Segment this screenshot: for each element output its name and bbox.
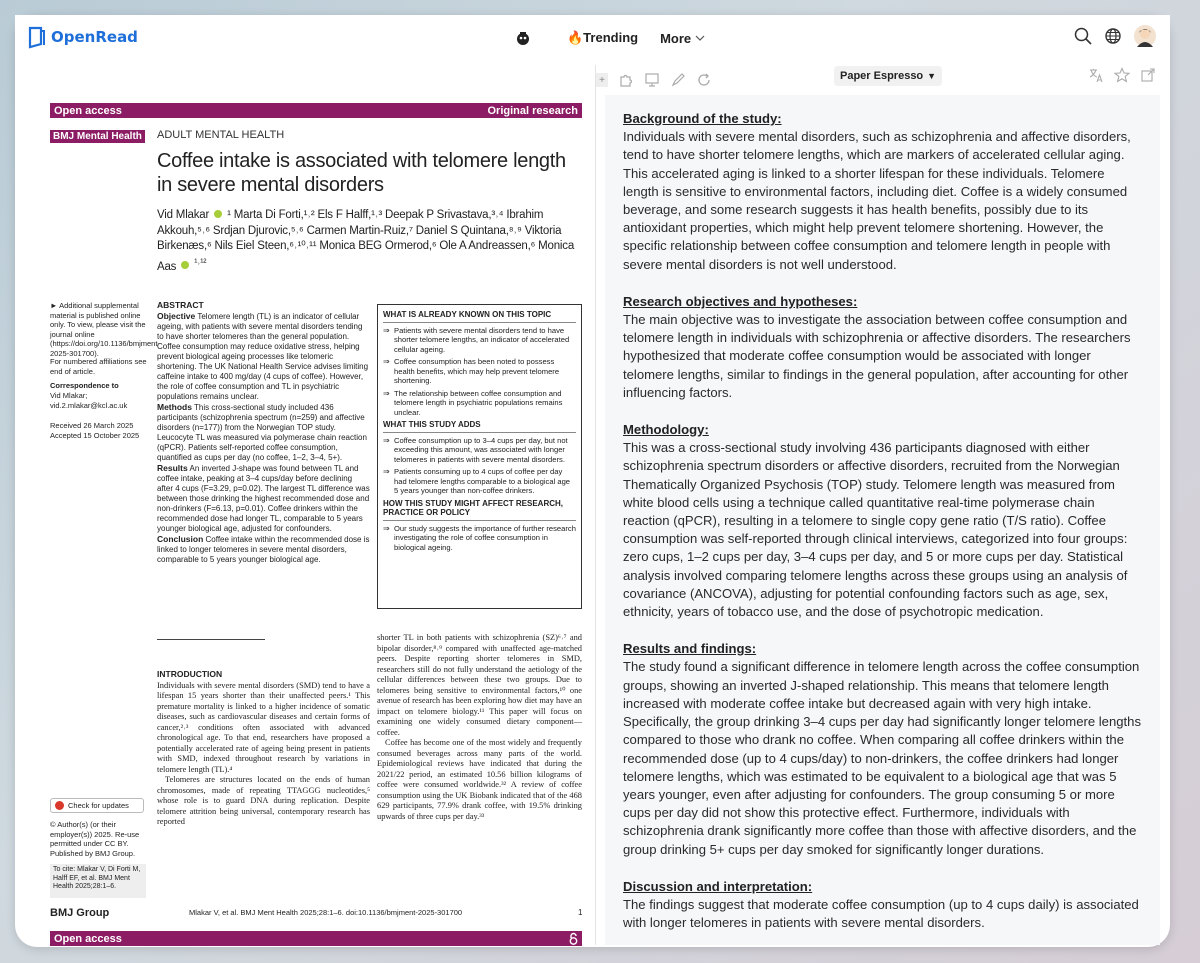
slides-icon[interactable] <box>644 72 660 88</box>
open-access-label: Open access <box>54 932 122 945</box>
summary-heading: Methodology: <box>623 422 709 438</box>
chevron-down-icon <box>695 34 705 42</box>
avatar[interactable] <box>1134 25 1156 47</box>
box-heading-affect: HOW THIS STUDY MIGHT AFFECT RESEARCH, PRACTICE OR POLICY <box>383 499 576 521</box>
mode-dropdown[interactable] <box>834 66 942 86</box>
section-label: ADULT MENTAL HEALTH <box>157 129 285 141</box>
open-access-lock-icon <box>569 933 578 945</box>
open-access-bar-page2 <box>50 931 582 946</box>
summary-panel[interactable] <box>605 95 1160 945</box>
nav-trending[interactable]: 🔥Trending <box>567 30 639 45</box>
summary-content <box>605 95 1160 932</box>
body-paragraph: shorter TL in both patients with schizophrenia (SZ)⁶˒⁷ and bipolar disorder,⁸˒⁹ compared with unaffected age-matched peers. Despite reporting shorter telomeres in SMD, researchers still do not fully understand the aetiology of the cellular differences between these two groups. Due to telomeres being sensitive to environmental factors,¹⁰ one avenue of research has been exploring how diet may have an impact on telomere biology.¹¹ This paper will focus on examining one widely consumed dietary component—coffee. <box>377 633 582 737</box>
affiliations-note: For numbered affiliations see end of article. <box>50 357 147 376</box>
correspondence: Vid Mlakar; vid.2.mlakar@kcl.ac.uk <box>50 391 128 410</box>
mode-label: Paper Espresso <box>840 70 924 82</box>
supplemental-note: ► Additional supplemental material is published online only. To view, please visit the journal online (https://doi.org/10.1136/bmjment-2025-301700). <box>50 301 160 358</box>
dropdown-arrow-icon: ▼ <box>927 71 937 81</box>
logo-text: OpenRead <box>51 28 138 46</box>
author-affil: ¹˒¹² <box>194 256 207 268</box>
summary-heading: Results and findings: <box>623 641 757 657</box>
paper-title: Coffee intake is associated with telomere length in severe mental disorders <box>157 150 566 196</box>
abstract-head: ABSTRACT <box>157 300 204 310</box>
abs-obj-label: Objective <box>157 311 196 321</box>
summary-section <box>623 293 1142 402</box>
box-heading-adds: WHAT THIS STUDY ADDS <box>383 420 576 433</box>
original-research-label: Original research <box>487 104 578 117</box>
journal-badge: BMJ Mental Health <box>50 130 145 143</box>
box-item: ⇒ Our study suggests the importance of further research investigating the role of coffee consumption in biological ageing. <box>383 524 576 553</box>
summary-section <box>623 640 1142 858</box>
bmj-group-logo: BMJ Group <box>50 907 110 919</box>
tool-right <box>1088 67 1156 83</box>
box-item: ⇒ Coffee consumption up to 3–4 cups per day, but not exceeding this amount, was associated with longer telomeres in patients with severe mental disorders. <box>383 436 576 465</box>
translate-icon[interactable] <box>1088 67 1104 83</box>
summary-section <box>623 110 1142 274</box>
openread-logo-icon <box>27 25 47 49</box>
external-link-icon[interactable] <box>1140 67 1156 83</box>
search-icon[interactable] <box>1074 27 1092 45</box>
app-window <box>15 15 1170 947</box>
abstract-divider <box>157 639 265 640</box>
summary-text: The main objective was to investigate the association between coffee consumption and telomere length in individuals with schizophrenia or affective disorders. The researchers hypothesized that moderate coffee consumption would be associated with longer telomere lengths, similar to findings in the general population, after accounting for other influencing factors. <box>623 312 1131 400</box>
box-item: ⇒ Patients consuming up to 4 cups of coffee per day had telomere lengths comparable to a biological age 5 years younger than non-coffee drinkers. <box>383 467 576 496</box>
nav-more-label: More <box>660 30 692 46</box>
summary-text: Individuals with severe mental disorders, such as schizophrenia and affective disorders, tend to have shorter telomere lengths, which are markers of accelerated cellular aging. This accelerated aging is linked to a shorter lifespan for these individuals. Telomere length is sensitive to environmental factors, including diet. Coffee is a widely consumed beverage, and some research suggests it has health benefits, possibly due to its antioxidant properties, which might help prevent telomere shortening. However, the specific relationship between coffee consumption and telomere length in people with severe mental disorders is not well understood. <box>623 129 1131 272</box>
summary-section <box>623 421 1142 621</box>
abstract <box>157 300 370 565</box>
open-access-label: Open access <box>54 104 122 117</box>
box-item: ⇒ Coffee consumption has been noted to possess health benefits, which may help prevent telomere shortening. <box>383 357 576 386</box>
orcid-icon[interactable] <box>181 261 189 269</box>
to-cite-box: To cite: Mlakar V, Di Forti M, Halff EF, et al. BMJ Ment Health 2025;28:1–6. <box>50 864 146 898</box>
globe-icon[interactable] <box>1104 27 1122 45</box>
summary-toolbar <box>596 65 1170 95</box>
mascot-icon[interactable] <box>515 30 531 46</box>
summary-heading: Background of the study: <box>623 111 782 126</box>
summary-text: The findings suggest that moderate coffee consumption (up to 4 cups daily) is associated with longer telomeres in patients with severe mental disorders. <box>623 896 1139 931</box>
summary-heading: Research objectives and hypotheses: <box>623 293 858 309</box>
key-messages-box <box>377 304 582 609</box>
refresh-icon[interactable] <box>696 72 712 88</box>
abs-res: An inverted J-shape was found between TL and coffee intake, peaking at 3–4 cups/day before declining after 4 cups (F=3.29, p=0.02). The largest TL difference was between those drinking the highest recommended dose and non-drinkers (F=6.13, p=0.01). Coffee drinkers within the recommended dose had longer TL, comparable to 5 years younger biological age, adjusted for confounders. <box>157 464 370 533</box>
box-item: ⇒ The relationship between coffee consumption and telomere length in psychiatric populations remains unclear. <box>383 389 576 418</box>
tool-left <box>596 72 712 88</box>
page-number: 1 <box>578 908 583 917</box>
intro-paragraph: Individuals with severe mental disorders (SMD) tend to have a lifespan 15 years shorter than their unaffected peers.¹ This premature mortality is linked to a higher incidence of somatic diseases, such as cardiovascular diseases and certain forms of cancer,²˒³ conditions often associated with advanced chronological age. To that end, researchers have proposed a potentially accelerated rate of ageing being present in patients with SMD, indexed throughout research by variations in telomere length (TL).⁴ <box>157 680 370 774</box>
intro-column <box>157 669 370 828</box>
body-paragraph: Coffee has become one of the most widely and frequently consumed beverages across many parts of the world. Epidemiological reviews have indicated that during the 2021/22 period, an estimated 10.56 billion kilograms of coffee were consumed worldwide.³² A review of coffee consumption using the UK Biobank indicated that of the 468 629 participants, 77.9% drank coffee, with 19.5% drinking upwards of three cups per day.³³ <box>377 738 582 821</box>
pen-icon[interactable] <box>670 72 686 88</box>
pdf-viewer[interactable] <box>23 65 595 945</box>
summary-text: This was a cross-sectional study involving 436 participants diagnosed with either schizophrenia spectrum disorders or affective disorders, recruited from the Norwegian Thematically Organized Psychosis (TOP) study. Telomere length was measured from white blood cells using a technique called quantitative real-time polymerase chain reaction (qPCR), resulting in a telomere to single copy gene ratio (T/S ratio). Coffee consumption was self-reported through clinical interviews, categorized into four groups: zero cups, 1–2 cups per day, 3–4 cups per day, and 5 or more cups per day. Statistical analysis involved comparing telomere lengths across these groups using an analysis of covariance (ANCOVA), adjusting for potential confounding factors such as age, sex, ethnicity, years of tobacco use, and the dose of psychotropic medication. <box>623 440 1128 620</box>
authors <box>157 208 577 275</box>
abs-obj: Telomere length (TL) is an indicator of cellular ageing, with patients with severe mental disorders tending to have shorter telomeres than the general population. Coffee consumption may reduce oxidative stress, helping prevent biological ageing processes like telomeric shortening. The UK National Health Service advises limiting caffeine intake to 400 mg/day (4 cups of coffee). However, the role of coffee consumption and TL in psychiatric populations remains unclear. <box>157 312 369 401</box>
intro-heading: INTRODUCTION <box>157 669 223 679</box>
abs-res-label: Results <box>157 463 188 473</box>
add-icon[interactable]: + <box>596 73 608 87</box>
summary-section <box>623 878 1142 933</box>
intro-paragraph: Telomeres are structures located on the ends of human chromosomes, made of repeating TTAGGG nucleotides,⁵ whose role is to guard DNA during replication. Despite telomere attrition being universal, contemporary research has reported <box>157 775 370 826</box>
first-author: Vid Mlakar <box>157 209 210 221</box>
abs-con-label: Conclusion <box>157 534 204 544</box>
star-icon[interactable] <box>1114 67 1130 83</box>
summary-text: The study found a significant difference in telomere length across the coffee consumption groups, showing an inverted J-shaped relationship. This means that telomere length increased with moderate coffee intake but decreased again with very high intake. Specifically, the group drinking 3–4 cups per day had significantly longer telomere lengths compared to those who drank no coffee. When comparing all coffee drinkers within the recommended dose (up to 4 cups/day) to non-drinkers, the coffee drinkers had longer telomere lengths, which was estimated to be equivalent to a biological age that was 5 years younger, even after adjusting for confounders. The group consuming 5 or more cups per day did not show this protective effect. Furthermore, individuals with schizophrenia drank significantly more coffee than those with affective disorders, and the group drinking 5+ cups per day smoked for significantly longer durations. <box>623 659 1141 857</box>
abs-meth: This cross-sectional study included 436 participants (schizophrenia spectrum (n=259) and affective disorders (n=177)) from the Norwegian TOP study. Leucocyte TL was measured via polymerase chain reaction (qPCR). Patients self-reported coffee consumption, quantified as cups per day (no coffee, 1–2, 3–4, 5+). <box>157 403 367 462</box>
footer-citation: Mlakar V, et al. BMJ Ment Health 2025;28:1–6. doi:10.1136/bmjment-2025-301700 <box>189 908 463 917</box>
abs-meth-label: Methods <box>157 402 192 412</box>
received-date: Received 26 March 2025 <box>50 421 134 430</box>
openread-logo[interactable] <box>27 25 138 49</box>
check-updates-label: Check for updates <box>68 801 129 810</box>
abs-con: Coffee intake within the recommended dose is linked to longer telomeres in severe mental disorders, comparable to 5 years younger biological age. <box>157 535 370 564</box>
orcid-icon[interactable] <box>214 210 222 218</box>
summary-heading: Discussion and interpretation: <box>623 878 813 894</box>
right-column <box>377 633 582 822</box>
pane-divider[interactable] <box>595 65 596 945</box>
accepted-date: Accepted 15 October 2025 <box>50 431 140 440</box>
crossmark-icon <box>55 801 64 810</box>
copyright: © Author(s) (or their employer(s)) 2025. Re-use permitted under CC BY. Published by BMJ Group. <box>50 820 140 858</box>
top-bar <box>15 15 1170 65</box>
author-list: ¹ Marta Di Forti,¹˒² Els F Halff,¹˒³ Deepak P Srivastava,³˒⁴ Ibrahim Akkouh,⁵˒⁶ Srdjan Djurovic,⁵˒⁶ Carmen Martin-Ruiz,⁷ Daniel S Quintana,⁸˒⁹ Viktoria Birkenæs,⁶ Nils Eiel Steen,⁶˒¹⁰˒¹¹ Monica BEG Ormerod,⁶ Ole A Andreassen,⁶ Monica Aas <box>157 209 575 273</box>
check-updates-button[interactable] <box>50 798 144 813</box>
correspondence-head: Correspondence to <box>50 381 119 390</box>
top-icons <box>1074 25 1156 47</box>
main-nav <box>515 30 705 46</box>
open-access-bar <box>50 103 582 118</box>
nav-more[interactable] <box>660 31 705 46</box>
box-heading-known: WHAT IS ALREADY KNOWN ON THIS TOPIC <box>383 310 576 323</box>
box-item: ⇒ Patients with severe mental disorders tend to have shorter telomere lengths, an indicator of accelerated cellular ageing. <box>383 326 576 355</box>
puzzle-icon[interactable] <box>618 72 634 88</box>
